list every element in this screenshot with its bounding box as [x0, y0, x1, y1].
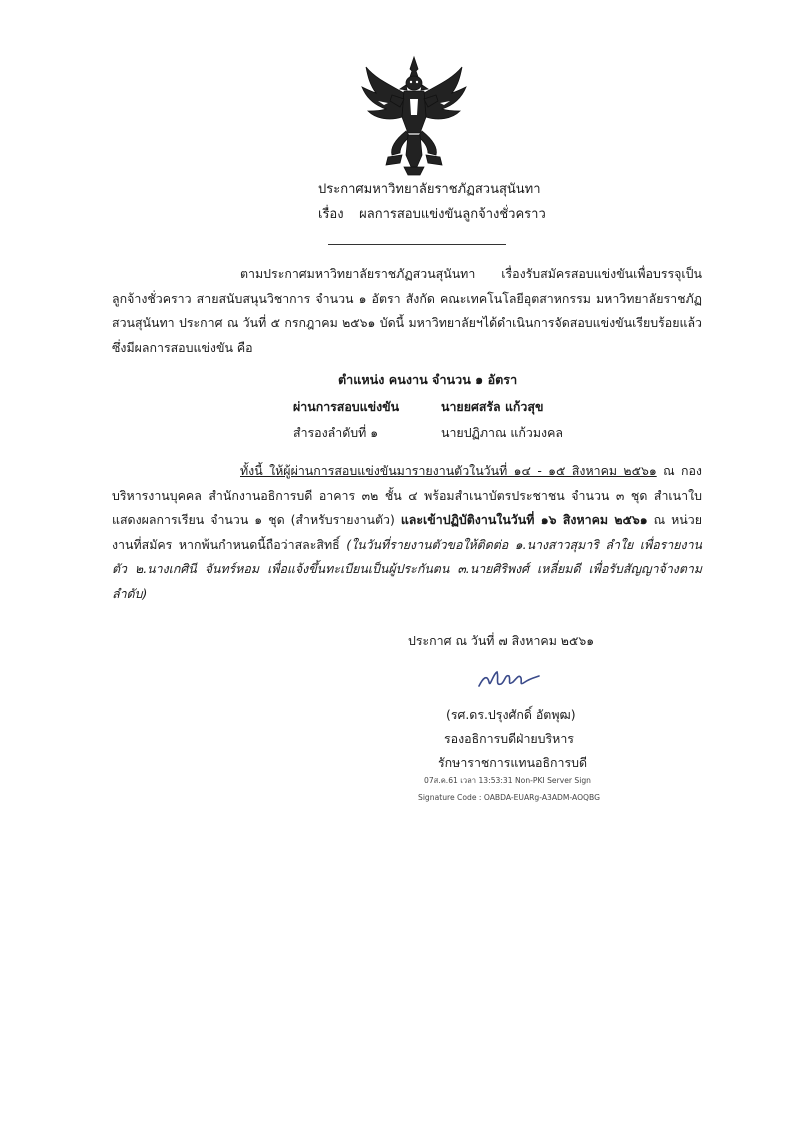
announcement-date: ประกาศ ณ วันที่ ๗ สิงหาคม ๒๕๖๑ [408, 633, 595, 648]
result-label: สำรองลำดับที่ ๑ [293, 425, 379, 440]
header-divider [328, 244, 506, 245]
announcement-subject [318, 206, 546, 224]
start-date-text: และเข้าปฏิบัติงานในวันที่ ๑๖ สิงหาคม ๒๕๖๑ [400, 512, 648, 527]
signer-position: รองอธิการบดีฝ่ายบริหาร [444, 731, 574, 746]
result-row-passed [293, 398, 543, 417]
signer-acting-position: รักษาราชการแทนอธิการบดี [438, 755, 588, 770]
contact-note: (ในวันที่รายงานตัวขอให้ติดต่อ ๑.นางสาวสุมาริ ลำใย เพื่อรายงานตัว ๒.นางเกศินี จันทร์หอม เพื่อแจ้งขึ้นทะเบียนเป็นผู้ประกันตน ๓.นายศิริพงศ์ เหลี่ยมดี เพื่อรับสัญญาจ้างตามลำดับ) [112, 536, 702, 601]
report-date-text: ทั้งนี้ ให้ผู้ผ่านการสอบแข่งขันมารายงานตัวในวันที่ ๑๔ - ๑๕ สิงหาคม ๒๕๖๑ [240, 463, 657, 478]
result-name: นายปฏิภาณ แก้วมงคล [441, 425, 563, 440]
result-name: นายยศสรัล แก้วสุข [441, 399, 544, 414]
forfeit-text: ณ หน่วยงานที่สมัคร หากพ้นกำหนดนี้ถือว่าสละสิทธิ์ [112, 512, 702, 552]
result-label: ผ่านการสอบแข่งขัน [293, 399, 400, 414]
subject-label: เรื่อง [318, 207, 344, 222]
result-row-reserve [293, 424, 563, 443]
garuda-emblem-icon [360, 55, 468, 177]
instructions-paragraph [112, 459, 702, 606]
handwritten-signature [475, 664, 545, 694]
announcement-title: ประกาศมหาวิทยาลัยราชภัฏสวนสุนันทา [318, 182, 541, 197]
subject-text: ผลการสอบแข่งขันลูกจ้างชั่วคราว [359, 207, 546, 222]
position-title: ตำแหน่ง คนงาน จำนวน ๑ อัตรา [338, 372, 518, 387]
report-location-text: ณ กองบริหารงานบุคคล สำนักงานอธิการบดี อาคาร ๓๒ ชั้น ๔ พร้อมสำเนาบัตรประชาชน จำนวน ๓ ชุด สำเนาใบแสดงผลการเรียน จำนวน ๑ ชุด (สำหรับรายงานตัว) [112, 463, 702, 527]
signer-name: (รศ.ดร.ปรุงศักดิ์ อัตพุฒ) [446, 707, 576, 722]
intro-paragraph: ตามประกาศมหาวิทยาลัยราชภัฏสวนสุนันทา เรื่องรับสมัครสอบแข่งขันเพื่อบรรจุเป็นลูกจ้างชั่วคราว สายสนับสนุนวิชาการ จำนวน ๑ อัตรา สังกัด คณะเทคโนโลยีอุตสาหกรรม มหาวิทยาลัยราชภัฏสวนสุนันทา ประกาศ ณ วันที่ ๕ กรกฎาคม ๒๕๖๑ บัดนี้ มหาวิทยาลัยฯได้ดำเนินการจัดสอบแข่งขันเรียบร้อยแล้ว ซึ่งมีผลการสอบแข่งขัน คือ [112, 266, 702, 355]
sign-timestamp: 07ส.ค.61 เวลา 13:53:31 Non-PKI Server Sign [424, 776, 591, 785]
signature-code: Signature Code : OABDA-EUARg-A3ADM-AOQBG [418, 793, 600, 802]
